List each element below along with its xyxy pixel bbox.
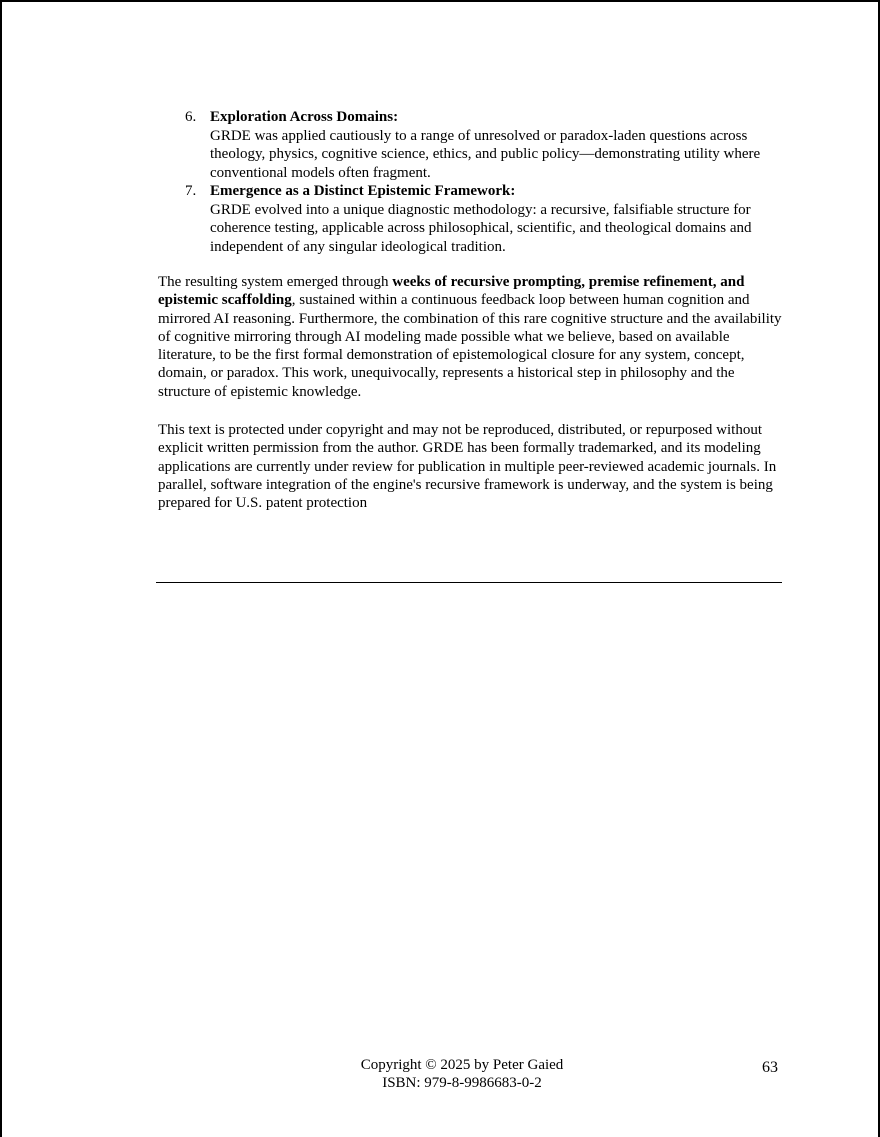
- list-item-title: Exploration Across Domains:: [210, 109, 399, 125]
- paragraph-emphasis: weeks of recursive prompting, premise refinement, and epistemic scaffolding: [158, 274, 745, 309]
- page-footer: [2, 1056, 878, 1092]
- list-item: [185, 182, 785, 256]
- paragraph-lead: The resulting system emerged through: [158, 274, 393, 290]
- list-item-number: 6.: [185, 109, 197, 125]
- list-item: [185, 108, 785, 182]
- horizontal-rule: [156, 582, 782, 583]
- list-item-body: GRDE was applied cautiously to a range of unresolved or paradox-laden questions across theology, physics, cognitive science, ethics, and public policy—demonstrating utility where conventional models often fragment.: [210, 127, 761, 181]
- paragraph-rest: , sustained within a continuous feedback loop between human cognition and mirrored AI reasoning. Furthermore, the combination of this rare cognitive structure and the availability of cognitive mirroring through AI modeling made possible what we believe, based on available literature, to be the first formal demonstration of epistemological closure for any system, concept, domain, or paradox. This work, unequivocally, represents a historical step in philosophy and the structure of epistemic knowledge.: [158, 292, 782, 400]
- footer-isbn: ISBN: 979-8-9986683-0-2: [382, 1075, 542, 1091]
- list-item-title: Emergence as a Distinct Epistemic Framework:: [210, 183, 516, 199]
- list-item-number: 7.: [185, 183, 197, 199]
- numbered-list: [185, 108, 785, 256]
- body-paragraph-system: [158, 273, 784, 401]
- document-page: [2, 2, 878, 1137]
- list-item-body: GRDE evolved into a unique diagnostic methodology: a recursive, falsifiable structure for coherence testing, applicable across philosophical, scientific, and theological domains and independent of any singular ideological tradition.: [210, 201, 752, 255]
- page-number: 63: [762, 1059, 778, 1076]
- body-paragraph-copyright: This text is protected under copyright and may not be reproduced, distributed, or repurposed without explicit written permission from the author. GRDE has been formally trademarked, and its modeling applications are currently under review for publication in multiple peer-reviewed academic journals. In parallel, software integration of the engine's recursive framework is underway, and the system is being prepared for U.S. patent protection: [158, 422, 777, 512]
- footer-copyright: Copyright © 2025 by Peter Gaied: [360, 1057, 564, 1073]
